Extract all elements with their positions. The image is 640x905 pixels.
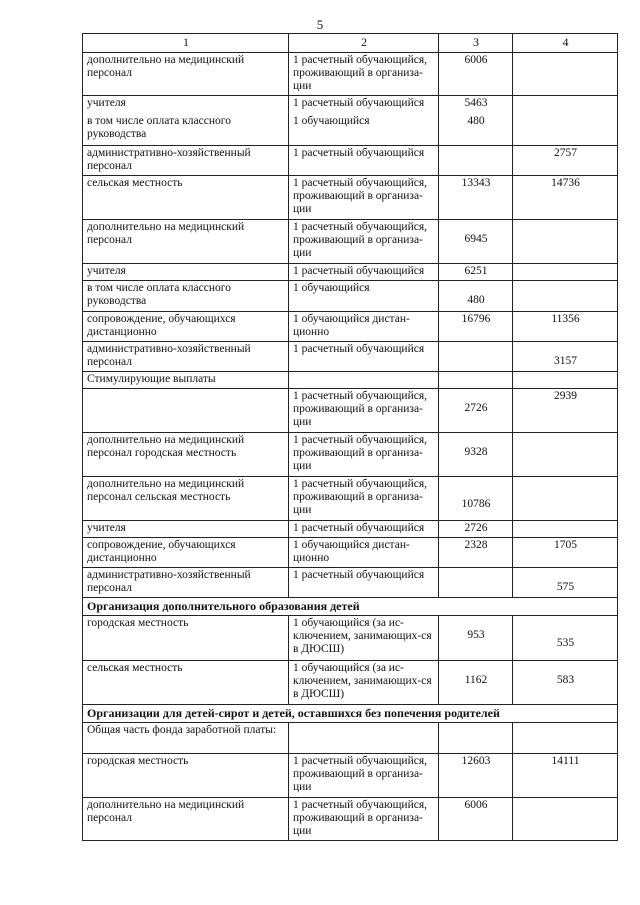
value-col3-cell — [439, 281, 513, 312]
table-row — [83, 281, 618, 312]
page-number: 5 — [316, 17, 324, 32]
table-row — [83, 96, 618, 146]
column-header-3: 3 — [439, 34, 513, 53]
unit-cell: 1 обучающийся дистан-ционно — [289, 538, 439, 568]
value-col4-cell — [513, 342, 618, 372]
unit-cell: 1 расчетный обучающийся — [289, 146, 439, 176]
value-col3-cell: 16796 — [439, 312, 513, 342]
table-row — [83, 264, 618, 281]
category-cell: дополнительно на медицинский персонал — [83, 53, 289, 96]
value-col3-cell: 6251 — [439, 264, 513, 281]
unit-cell: 1 обучающийся (за ис-ключением, занимающих-ся в ДЮСШ) — [289, 661, 439, 705]
value-col3-cell — [439, 661, 513, 705]
unit-cell: 1 расчетный обучающийся, проживающий в организа-ции — [289, 389, 439, 433]
unit-cell: 1 расчетный обучающийся — [289, 342, 439, 372]
category-cell: сельская местность — [83, 176, 289, 220]
unit-cell — [289, 723, 439, 754]
section-title: Организации для детей-сирот и детей, оставшихся без попечения родителей — [83, 705, 618, 723]
table-row — [83, 312, 618, 342]
table-row — [83, 433, 618, 477]
value-col4-cell — [513, 433, 618, 477]
value-col3-cell: 2726 — [439, 521, 513, 538]
unit-cell — [289, 96, 439, 146]
column-header-2: 2 — [289, 34, 439, 53]
value-col4-cell: 11356 — [513, 312, 618, 342]
value-text: 583 — [556, 674, 575, 686]
category-cell: дополнительно на медицинский персонал — [83, 220, 289, 264]
value-col4-cell: 14111 — [513, 754, 618, 798]
category-cell: Общая часть фонда заработной платы: — [83, 723, 289, 754]
category-cell: учителя — [83, 521, 289, 538]
table-row — [83, 568, 618, 598]
category-cell: в том числе оплата классного руководства — [83, 281, 289, 312]
value-col3-cell: 13343 — [439, 176, 513, 220]
value-text: 953 — [467, 629, 485, 641]
category-cell: дополнительно на медицинский персонал — [83, 798, 289, 841]
value-subtext: 480 — [467, 115, 485, 127]
standards-table — [82, 33, 618, 841]
category-cell: сопровождение, обучающихся дистанционно — [83, 312, 289, 342]
value-col4-cell — [513, 616, 618, 661]
category-cell — [83, 96, 289, 146]
unit-cell: 1 расчетный обучающийся, проживающий в организа-ции — [289, 754, 439, 798]
value-col4-cell: 2757 — [513, 146, 618, 176]
category-subtext: в том числе оплата классного руководства — [87, 115, 231, 140]
table-row — [83, 146, 618, 176]
value-text: 1162 — [464, 674, 488, 686]
value-text: 480 — [467, 294, 485, 306]
table-row — [83, 661, 618, 705]
value-col4-cell — [513, 53, 618, 96]
category-cell: дополнительно на медицинский персонал сельская местность — [83, 477, 289, 521]
column-header-4: 4 — [513, 34, 618, 53]
column-header-1: 1 — [83, 34, 289, 53]
unit-subtext: 1 обучающийся — [293, 115, 370, 127]
unit-text: 1 расчетный обучающийся — [293, 97, 425, 109]
category-cell: учителя — [83, 264, 289, 281]
section-row — [83, 705, 618, 723]
unit-cell: 1 обучающийся (за ис-ключением, занимающих-ся в ДЮСШ) — [289, 616, 439, 661]
category-cell: городская местность — [83, 754, 289, 798]
unit-cell — [289, 372, 439, 389]
table-row — [83, 389, 618, 433]
value-text: 10786 — [461, 498, 491, 510]
value-col3-cell — [439, 146, 513, 176]
category-text: учителя — [87, 97, 126, 109]
value-col3-cell — [439, 616, 513, 661]
category-cell: сельская местность — [83, 661, 289, 705]
value-col3-cell — [439, 723, 513, 754]
section-row — [83, 598, 618, 616]
unit-cell: 1 расчетный обучающийся, проживающий в организа-ции — [289, 176, 439, 220]
value-col3-cell: 6006 — [439, 53, 513, 96]
unit-cell: 1 расчетный обучающийся — [289, 264, 439, 281]
value-col4-cell — [513, 477, 618, 521]
value-text: 3157 — [554, 355, 577, 367]
table-row — [83, 176, 618, 220]
value-text: 6945 — [464, 233, 488, 245]
table-row — [83, 521, 618, 538]
category-cell: дополнительно на медицинский персонал городская местность — [83, 433, 289, 477]
table-row — [83, 53, 618, 96]
table-row — [83, 220, 618, 264]
value-text: 575 — [556, 581, 575, 593]
table-row — [83, 342, 618, 372]
value-col3-cell — [439, 96, 513, 146]
unit-cell: 1 расчетный обучающийся, проживающий в организа-ции — [289, 477, 439, 521]
value-col3-cell: 6006 — [439, 798, 513, 841]
value-text: 535 — [556, 637, 575, 649]
category-cell: Стимулирующие выплаты — [83, 372, 289, 389]
value-col4-cell — [513, 798, 618, 841]
table-row — [83, 754, 618, 798]
category-cell: административно-хозяйственный персонал — [83, 342, 289, 372]
value-text: 5463 — [464, 97, 488, 109]
value-col3-cell: 2328 — [439, 538, 513, 568]
unit-cell: 1 расчетный обучающийся, проживающий в организа-ции — [289, 53, 439, 96]
value-col4-cell — [513, 723, 618, 754]
value-col4-cell: 1705 — [513, 538, 618, 568]
value-col3-cell — [439, 220, 513, 264]
value-col4-cell — [513, 96, 618, 146]
value-col3-cell — [439, 477, 513, 521]
value-col4-cell — [513, 281, 618, 312]
table-row — [83, 723, 618, 754]
table-row — [83, 798, 618, 841]
value-text: 9328 — [464, 446, 488, 458]
table-row — [83, 538, 618, 568]
category-cell: административно-хозяйственный персонал — [83, 568, 289, 598]
category-cell: сопровождение, обучающихся дистанционно — [83, 538, 289, 568]
unit-cell: 1 обучающийся дистан-ционно — [289, 312, 439, 342]
value-col4-cell — [513, 220, 618, 264]
section-title: Организация дополнительного образования детей — [83, 598, 618, 616]
unit-cell: 1 расчетный обучающийся, проживающий в организа-ции — [289, 220, 439, 264]
unit-cell: 1 расчетный обучающийся — [289, 568, 439, 598]
value-col4-cell: 14736 — [513, 176, 618, 220]
value-text: 2726 — [464, 402, 488, 414]
table-row — [83, 477, 618, 521]
value-col3-cell — [439, 372, 513, 389]
value-col4-cell — [513, 661, 618, 705]
category-cell: административно-хозяйственный персонал — [83, 146, 289, 176]
value-col4-cell — [513, 264, 618, 281]
value-col4-cell — [513, 568, 618, 598]
value-col4-cell — [513, 372, 618, 389]
category-cell: городская местность — [83, 616, 289, 661]
unit-cell: 1 расчетный обучающийся, проживающий в организа-ции — [289, 798, 439, 841]
unit-cell: 1 расчетный обучающийся, проживающий в организа-ции — [289, 433, 439, 477]
unit-cell: 1 расчетный обучающийся — [289, 521, 439, 538]
value-col3-cell — [439, 433, 513, 477]
value-col4-cell: 2939 — [513, 389, 618, 433]
value-col3-cell — [439, 568, 513, 598]
value-col3-cell — [439, 389, 513, 433]
unit-cell: 1 обучающийся — [289, 281, 439, 312]
category-cell — [83, 389, 289, 433]
table-row — [83, 372, 618, 389]
value-col3-cell — [439, 342, 513, 372]
value-col4-cell — [513, 521, 618, 538]
table-header-row — [83, 34, 618, 53]
table-row — [83, 616, 618, 661]
value-col3-cell: 12603 — [439, 754, 513, 798]
